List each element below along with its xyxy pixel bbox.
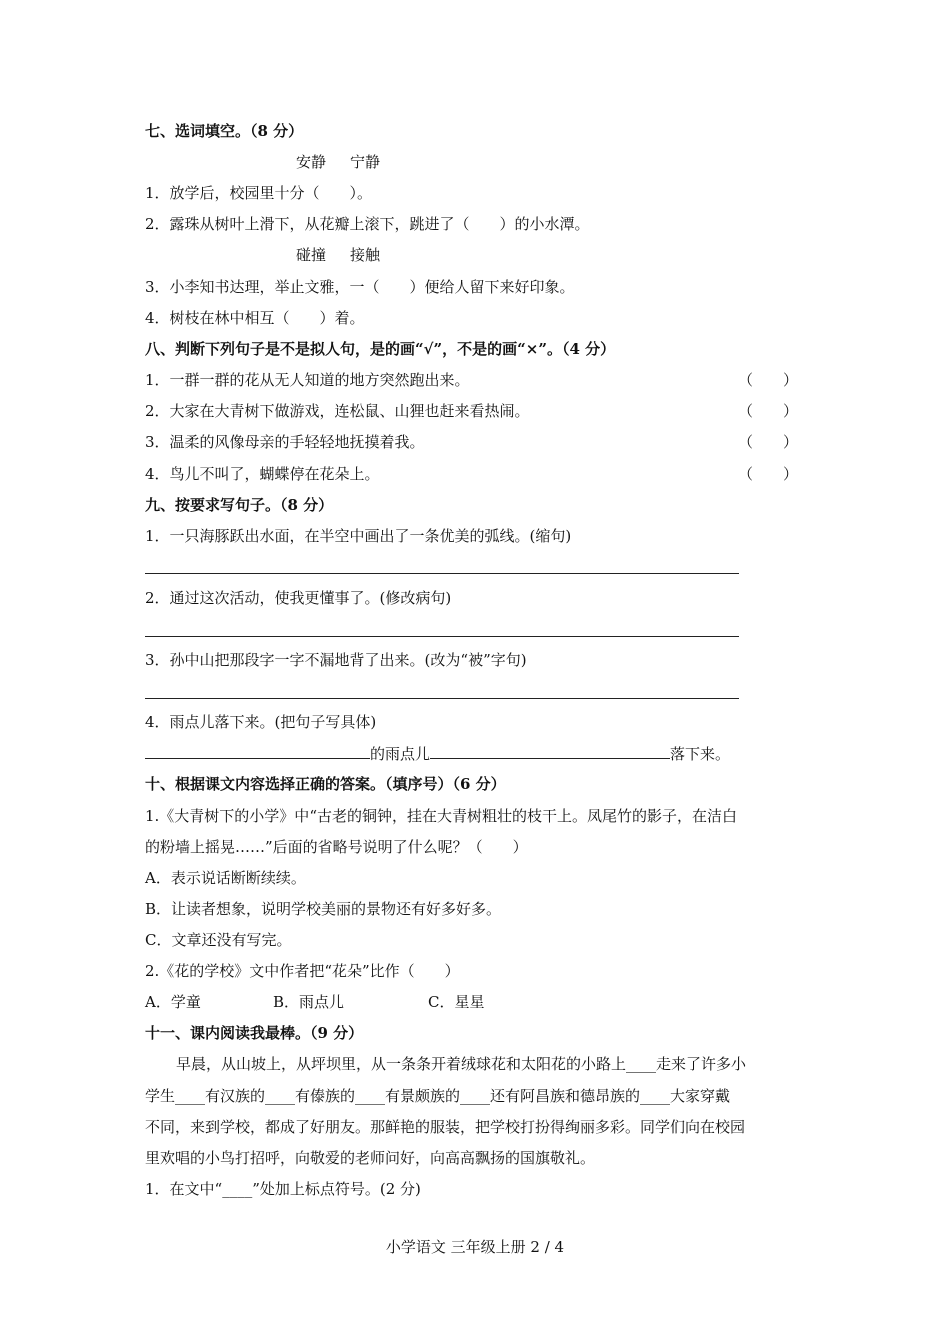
word-choices-2 <box>296 244 404 266</box>
fill-mid-text: 的雨点儿 <box>370 745 431 763</box>
answer-paren[interactable]: （ ） <box>738 402 799 420</box>
question-10-2: 2.《花的学校》文中作者把“花朵”比作（ ） <box>145 962 460 980</box>
question-10-1-line1: 1.《大青树下的小学》中“古老的铜钟，挂在大青树粗壮的枝干上。凤尾竹的影子，在洁白 <box>145 807 737 825</box>
word-choices-1 <box>296 151 404 173</box>
option-b: B．雨点儿 <box>273 993 345 1011</box>
section7-title: 七、选词填空。（8 分） <box>145 122 304 140</box>
fill-blank[interactable] <box>430 742 670 759</box>
judge-item-1: 1．一群一群的花从无人知道的地方突然跑出来。 <box>145 371 470 389</box>
section11-title: 十一、课内阅读我最棒。（9 分） <box>145 1024 364 1042</box>
word-choice: 接触 <box>350 246 381 264</box>
word-choice: 碰撞 <box>296 246 327 264</box>
fill-end-text: 落下来。 <box>670 745 731 763</box>
question-10-1-line2: 的粉墙上摇晃……”后面的省略号说明了什么呢？（ ） <box>145 838 528 856</box>
word-choice: 宁静 <box>350 153 381 171</box>
question-7-1: 1．放学后，校园里十分（ ）。 <box>145 184 373 202</box>
question-9-2: 2．通过这次活动，使我更懂事了。(修改病句) <box>145 589 452 607</box>
option-c: C．星星 <box>428 993 485 1011</box>
option-c: C．文章还没有写完。 <box>145 931 292 949</box>
option-a: A．学童 <box>145 993 201 1011</box>
fill-in-sentence <box>145 742 730 765</box>
answer-line[interactable] <box>145 698 739 699</box>
answer-line[interactable] <box>145 573 739 574</box>
question-7-3: 3．小李知书达理，举止文雅，一（ ）便给人留下来好印象。 <box>145 278 575 296</box>
answer-line[interactable] <box>145 636 739 637</box>
reading-paragraph-line: 里欢唱的小鸟打招呼，向敬爱的老师问好，向高高飘扬的国旗敬礼。 <box>145 1149 596 1167</box>
fill-blank[interactable] <box>145 742 370 759</box>
section10-title: 十、根据课文内容选择正确的答案。（填序号）（6 分） <box>145 775 506 793</box>
section9-title: 九、按要求写句子。（8 分） <box>145 496 334 514</box>
reading-paragraph-line: 学生____有汉族的____有傣族的____有景颇族的____还有阿昌族和德昂族的____大家穿戴 <box>145 1087 731 1105</box>
answer-paren[interactable]: （ ） <box>738 371 799 389</box>
answer-paren[interactable]: （ ） <box>738 433 799 451</box>
option-a: A．表示说话断断续续。 <box>145 869 306 887</box>
answer-paren[interactable]: （ ） <box>738 465 799 483</box>
question-11-1: 1．在文中“____”处加上标点符号。(2 分) <box>145 1180 421 1198</box>
word-choice: 安静 <box>296 153 327 171</box>
question-9-3: 3．孙中山把那段字一字不漏地背了出来。(改为“被”字句) <box>145 651 527 669</box>
judge-item-4: 4．鸟儿不叫了，蝴蝶停在花朵上。 <box>145 465 380 483</box>
question-9-1: 1．一只海豚跃出水面，在半空中画出了一条优美的弧线。(缩句) <box>145 527 572 545</box>
judge-item-2: 2．大家在大青树下做游戏，连松鼠、山狸也赶来看热闹。 <box>145 402 530 420</box>
question-7-2: 2．露珠从树叶上滑下，从花瓣上滚下，跳进了（ ）的小水潭。 <box>145 215 590 233</box>
reading-paragraph-line: 早晨，从山坡上，从坪坝里，从一条条开着绒球花和太阳花的小路上____走来了许多小 <box>176 1055 747 1073</box>
judge-item-3: 3．温柔的风像母亲的手轻轻地抚摸着我。 <box>145 433 425 451</box>
page-footer: 小学语文 三年级上册 2 / 4 <box>385 1238 565 1256</box>
question-9-4: 4．雨点儿落下来。(把句子写具体) <box>145 713 377 731</box>
reading-paragraph-line: 不同，来到学校，都成了好朋友。那鲜艳的服装，把学校打扮得绚丽多彩。同学们向在校园 <box>145 1118 746 1136</box>
question-10-2-options <box>145 991 484 1013</box>
section8-title: 八、判断下列句子是不是拟人句，是的画“√”，不是的画“×”。（4 分） <box>145 340 616 358</box>
question-7-4: 4．树枝在林中相互（ ）着。 <box>145 309 365 327</box>
option-b: B．让读者想象，说明学校美丽的景物还有好多好多。 <box>145 900 502 918</box>
